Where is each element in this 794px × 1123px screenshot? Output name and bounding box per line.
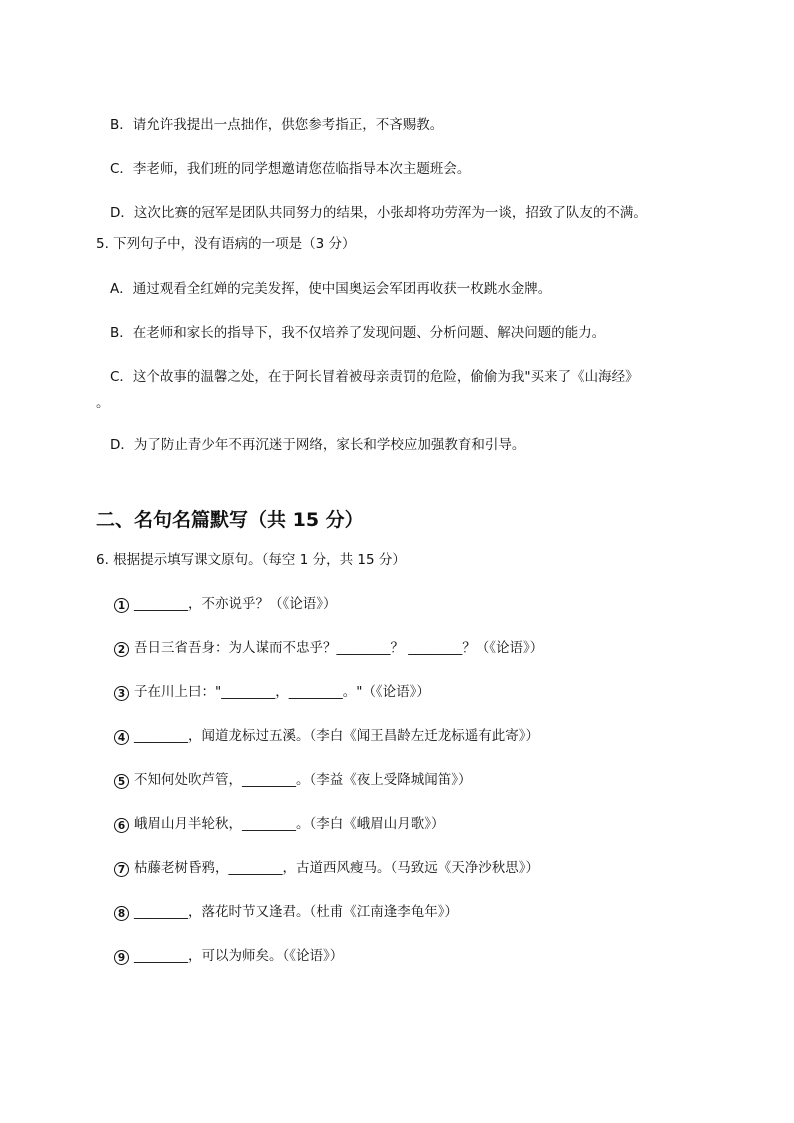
circled-number: 3 [114, 686, 129, 701]
section-heading: 二、名句名篇默写（共 15 分） [96, 509, 364, 531]
circled-number: 4 [114, 730, 129, 745]
fill-item-7 [0, 859, 794, 877]
fill-item-text: ________，可以为师矣。（《论语》） [134, 948, 344, 964]
q5-option-b: B．在老师和家长的指导下，我不仅培养了发现问题、分析问题、解决问题的能力。 [110, 325, 606, 341]
q5-option-a: A．通过观看全红婵的完美发挥，使中国奥运会军团再收获一枚跳水金牌。 [110, 281, 552, 297]
q5-option-c-wrap: 。 [96, 395, 110, 411]
circled-number: 6 [114, 818, 129, 833]
circled-number: 5 [114, 774, 129, 789]
fill-item-8 [0, 903, 794, 921]
fill-item-3 [0, 683, 794, 701]
fill-item-text: ________，闻道龙标过五溪。（李白《闻王昌龄左迁龙标遥有此寄》） [134, 728, 539, 744]
circled-number: 9 [114, 950, 129, 965]
circled-number: 7 [114, 862, 129, 877]
q4-option-b: B．请允许我提出一点拙作，供您参考指正，不吝赐教。 [110, 117, 444, 133]
q4-option-d: D．这次比赛的冠军是团队共同努力的结果，小张却将功劳浑为一谈，招致了队友的不满。 [110, 205, 647, 221]
circled-number: 1 [114, 598, 129, 613]
fill-item-text: 枯藤老树昏鸦，________，古道西风瘦马。（马致远《天净沙秋思》） [134, 860, 539, 876]
fill-item-5 [0, 771, 794, 789]
q5-option-c: C．这个故事的温馨之处，在于阿长冒着被母亲责罚的危险，偷偷为我"买来了《山海经》 [110, 369, 639, 385]
fill-item-text: ________，不亦说乎？（《论语》） [134, 596, 337, 612]
circled-number: 8 [114, 906, 129, 921]
fill-item-text: 不知何处吹芦管，________。（李益《夜上受降城闻笛》） [134, 772, 472, 788]
fill-item-text: 峨眉山月半轮秋，________。（李白《峨眉山月歌》） [134, 816, 445, 832]
q5-stem: 5. 下列句子中，没有语病的一项是（3 分） [96, 236, 356, 252]
q5-option-d: D．为了防止青少年不再沉迷于网络，家长和学校应加强教育和引导。 [110, 437, 526, 453]
q6-stem: 6. 根据提示填写课文原句。（每空 1 分，共 15 分） [96, 552, 406, 568]
fill-item-6 [0, 815, 794, 833]
fill-item-1 [0, 595, 794, 613]
fill-item-text: 子在川上曰："________，________。"（《论语》） [134, 684, 430, 700]
fill-item-text: ________，落花时节又逢君。（杜甫《江南逢李龟年》） [134, 904, 458, 920]
fill-item-4 [0, 727, 794, 745]
q4-option-c: C．李老师，我们班的同学想邀请您莅临指导本次主题班会。 [110, 161, 471, 177]
fill-item-2 [0, 639, 794, 657]
circled-number: 2 [114, 642, 129, 657]
fill-item-text: 吾日三省吾身：为人谋而不忠乎？________？ ________？（《论语》） [134, 640, 544, 656]
fill-item-9 [0, 947, 794, 965]
